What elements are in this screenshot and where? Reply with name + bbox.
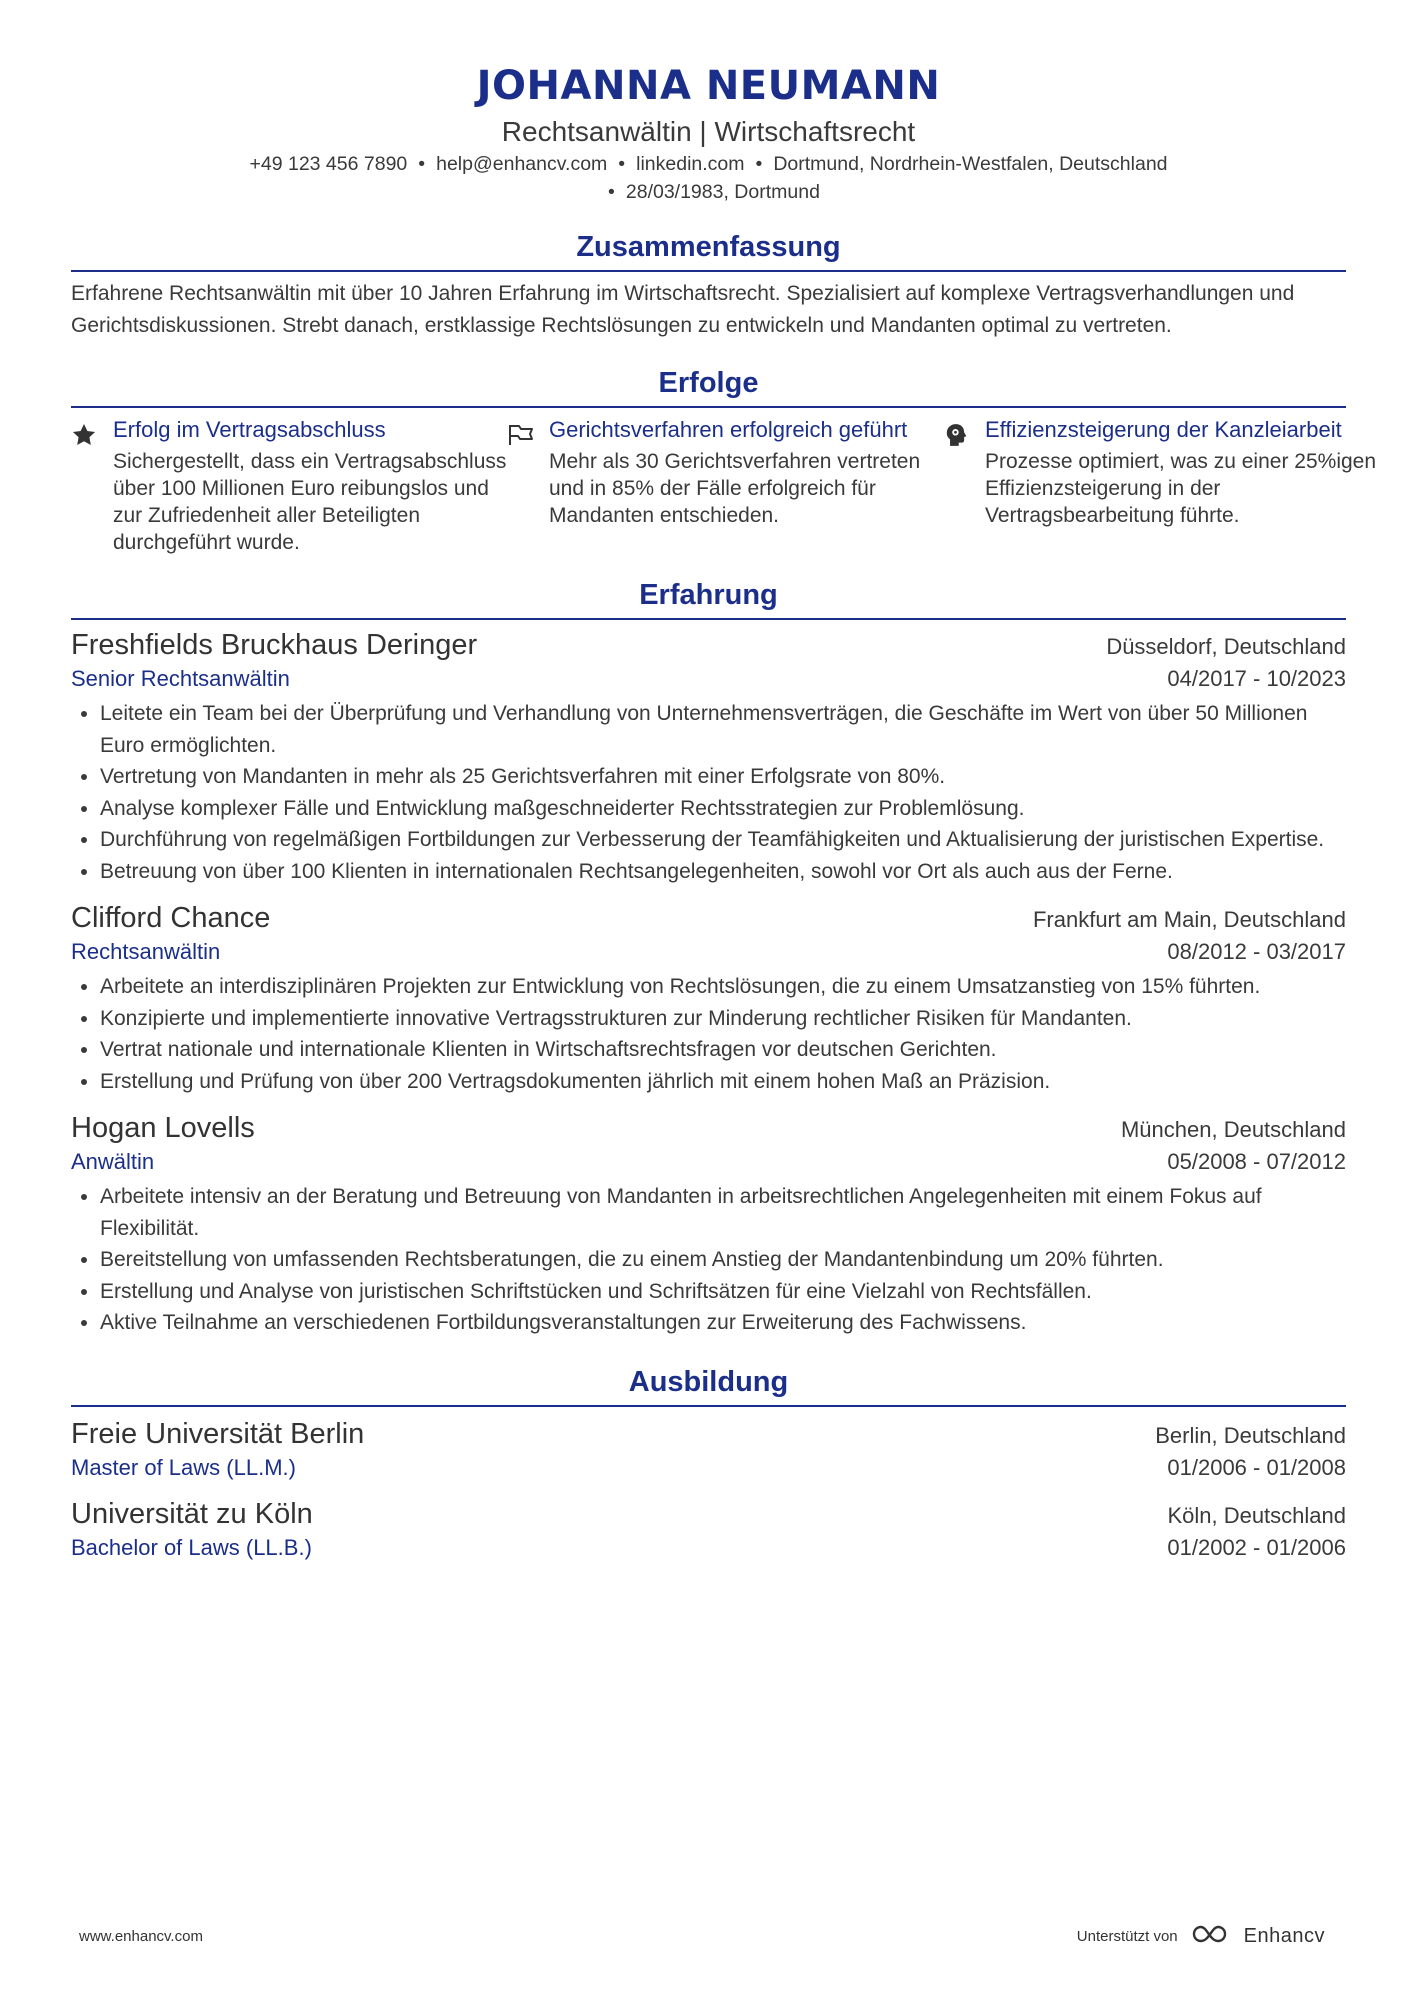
summary-section — [71, 228, 1346, 342]
job-title: Rechtsanwältin — [71, 939, 221, 964]
entry-dates: 05/2008 - 07/2012 — [1167, 1149, 1346, 1174]
entry-dates: 01/2002 - 01/2006 — [1167, 1534, 1346, 1560]
list-item: • Erstellung und Prüfung von über 200 Vertragsdokumenten jährlich mit einem hohen Maß an Präzision. — [100, 1066, 1346, 1098]
company-name: Hogan Lovells — [71, 1112, 255, 1144]
birth-info: 28/03/1983, Dortmund — [625, 181, 820, 203]
list-item: • Arbeitete an interdisziplinären Projekten zur Entwicklung von Rechtslösungen, die zu einem Umsatzanstieg von 15% führten. — [100, 971, 1346, 1003]
section-title-experience: Erfahrung — [71, 576, 1346, 620]
section-title-summary: Zusammenfassung — [71, 228, 1346, 272]
star-icon — [71, 416, 113, 556]
head-brain-icon — [943, 416, 985, 556]
achievement-text: Mehr als 30 Gerichtsverfahren vertreten und in 85% der Fälle erfolgreich für Mandanten entschieden. — [549, 450, 921, 527]
job-title: Senior Rechtsanwältin — [71, 666, 290, 691]
education-entry — [71, 1415, 1346, 1483]
entry-location: Düsseldorf, Deutschland — [1106, 634, 1346, 659]
footer-branding — [1077, 1922, 1325, 1951]
phone: +49 123 456 7890 — [249, 153, 408, 175]
entry-location: Berlin, Deutschland — [1155, 1422, 1346, 1448]
entry-subheader — [71, 937, 1346, 967]
achievement-text: Sichergestellt, dass ein Vertragsabschluss über 100 Millionen Euro reibungslos und zur Zufriedenheit aller Beteiligten durchgeführt wurde. — [113, 450, 507, 554]
entry-subheader — [71, 1453, 1346, 1483]
bullet-list — [71, 971, 1346, 1097]
achievement-item — [71, 416, 507, 556]
education-entry — [71, 1495, 1346, 1563]
separator: • — [608, 181, 615, 203]
list-item: • Konzipierte und implementierte innovative Vertragsstrukturen zur Minderung rechtlicher Risiken für Mandanten. — [100, 1003, 1346, 1035]
job-title: Anwältin — [71, 1149, 155, 1174]
list-item: • Bereitstellung von umfassenden Rechtsberatungen, die zu einem Anstieg der Mandantenbindung um 20% führten. — [100, 1244, 1346, 1276]
entry-header — [71, 899, 1346, 937]
entry-subheader — [71, 1533, 1346, 1563]
brand-name: Enhancv — [1243, 1925, 1325, 1947]
powered-by-label: Unterstützt von — [1076, 1928, 1178, 1945]
separator: • — [618, 153, 626, 175]
entry-location: Köln, Deutschland — [1167, 1502, 1346, 1528]
entry-header — [71, 1495, 1346, 1533]
enhancv-logo-icon — [1190, 1922, 1236, 1951]
bullet-list — [71, 1181, 1346, 1339]
company-name: Freshfields Bruckhaus Deringer — [71, 629, 478, 661]
entry-dates: 04/2017 - 10/2023 — [1167, 666, 1346, 691]
entry-header — [71, 626, 1346, 664]
degree: Master of Laws (LL.M.) — [71, 1454, 296, 1480]
email-link[interactable]: help@enhancv.com — [436, 153, 608, 175]
company-name: Clifford Chance — [71, 902, 271, 934]
achievement-title: Erfolg im Vertragsabschluss — [113, 417, 386, 442]
experience-entry — [71, 626, 1346, 887]
list-item: • Vertrat nationale und internationale Klienten in Wirtschaftsrechtsfragen vor deutschen Gerichten. — [100, 1034, 1346, 1066]
resume-page — [71, 60, 1377, 1563]
entry-dates: 08/2012 - 03/2017 — [1167, 939, 1346, 964]
achievement-item — [507, 416, 943, 556]
list-item: • Betreuung von über 100 Klienten in internationalen Rechtsangelegenheiten, sowohl vor Ort als auch aus der Ferne. — [100, 856, 1346, 888]
contact-line — [71, 150, 1346, 178]
list-item: • Aktive Teilnahme an verschiedenen Fortbildungsveranstaltungen zur Erweiterung des Fachwissens. — [100, 1307, 1346, 1339]
list-item: • Durchführung von regelmäßigen Fortbildungen zur Verbesserung der Teamfähigkeiten und Aktualisierung der juristischen Expertise. — [100, 824, 1346, 856]
entry-subheader — [71, 1147, 1346, 1177]
summary-text: Erfahrene Rechtsanwältin mit über 10 Jahren Erfahrung im Wirtschaftsrecht. Spezialisiert auf komplexe Vertragsverhandlungen und Gerichtsdiskussionen. Strebt danach, erstklassige Rechtslösungen zu entwickeln und Mandanten optimal zu vertreten. — [71, 282, 1295, 337]
entry-dates: 01/2006 - 01/2008 — [1167, 1454, 1346, 1480]
separator: • — [755, 153, 763, 175]
education-section — [71, 1363, 1346, 1563]
achievement-text: Prozesse optimiert, was zu einer 25%igen Effizienzsteigerung in der Vertragsbearbeitung führte. — [985, 450, 1377, 527]
candidate-headline: Rechtsanwältin | Wirtschaftsrecht — [501, 116, 916, 147]
achievement-title: Effizienzsteigerung der Kanzleiarbeit — [985, 417, 1342, 442]
experience-section — [71, 576, 1346, 1339]
entry-header — [71, 1109, 1346, 1147]
list-item: • Analyse komplexer Fälle und Entwicklung maßgeschneiderter Rechtsstrategien zur Problemlösung. — [100, 793, 1346, 825]
achievement-item — [943, 416, 1379, 556]
linkedin-link[interactable]: linkedin.com — [636, 153, 745, 175]
degree: Bachelor of Laws (LL.B.) — [71, 1534, 312, 1560]
separator: • — [418, 153, 426, 175]
list-item: • Erstellung und Analyse von juristischen Schriftstücken und Schriftsätzen für eine Vielzahl von Rechtsfällen. — [100, 1276, 1346, 1308]
entry-location: München, Deutschland — [1120, 1117, 1346, 1142]
school-name: Universität zu Köln — [71, 1497, 313, 1530]
achievement-title: Gerichtsverfahren erfolgreich geführt — [549, 417, 908, 442]
location: Dortmund, Nordrhein-Westfalen, Deutschland — [773, 153, 1168, 175]
experience-entry — [71, 1109, 1346, 1339]
contact-line-2 — [71, 178, 1346, 206]
bullet-list — [71, 698, 1346, 887]
section-title-achievements: Erfolge — [71, 364, 1346, 408]
list-item: • Vertretung von Mandanten in mehr als 25 Gerichtsverfahren mit einer Erfolgsrate von 80%. — [100, 761, 1346, 793]
section-title-education: Ausbildung — [71, 1363, 1346, 1407]
entry-subheader — [71, 664, 1346, 694]
footer-website-link[interactable]: www.enhancv.com — [79, 1928, 203, 1945]
list-item: • Arbeitete intensiv an der Beratung und Betreuung von Mandanten in arbeitsrechtlichen Angelegenheiten mit einem Fokus auf Flexibilität. — [100, 1181, 1346, 1244]
candidate-name: JOHANNA NEUMANN — [476, 63, 941, 109]
achievements-section — [71, 364, 1377, 556]
entry-header — [71, 1415, 1346, 1453]
school-name: Freie Universität Berlin — [71, 1417, 365, 1450]
list-item: • Leitete ein Team bei der Überprüfung und Verhandlung von Unternehmensverträgen, die Geschäfte im Wert von über 50 Millionen Euro ermöglichten. — [100, 698, 1346, 761]
achievements-list — [71, 416, 1377, 556]
entry-location: Frankfurt am Main, Deutschland — [1032, 907, 1346, 932]
flag-icon — [507, 416, 549, 556]
experience-entry — [71, 899, 1346, 1097]
